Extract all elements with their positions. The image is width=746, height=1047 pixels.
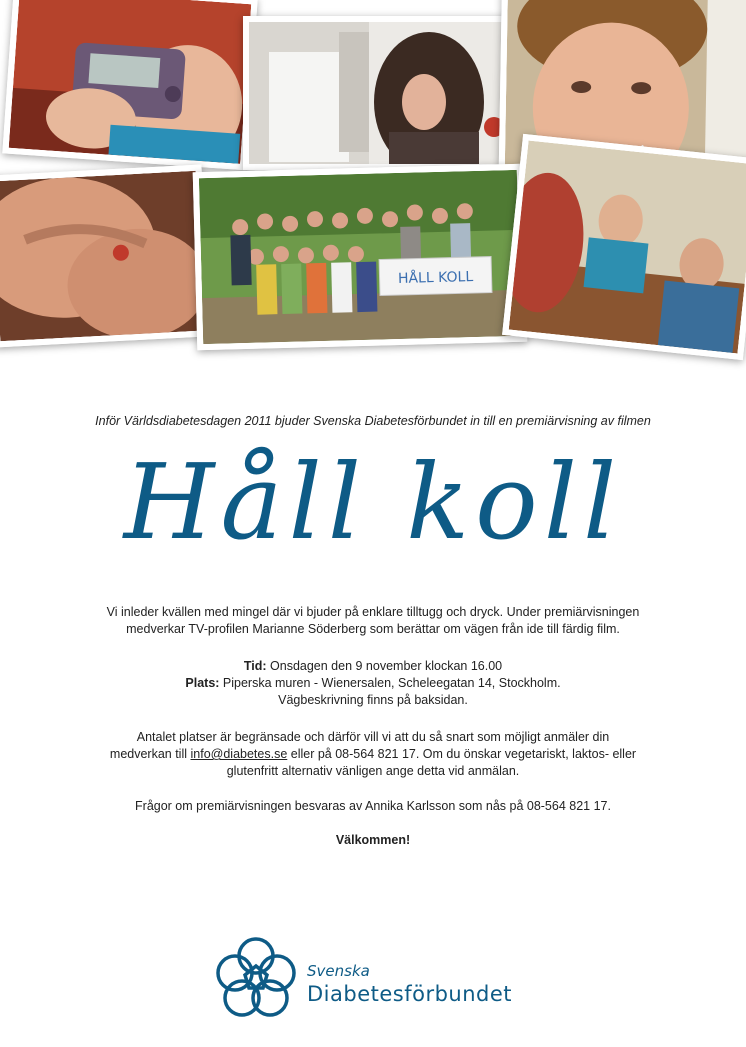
logo-line2: Diabetesförbundet (307, 982, 513, 1006)
logo-emblem-icon (214, 936, 298, 1020)
paragraph-intro-line2: medverkar TV-profilen Marianne Söderberg som berättar om vägen från ide till färdig film. (126, 622, 620, 636)
place-line (60, 675, 686, 692)
photo-hands (0, 164, 210, 347)
photo-woman-glasses (243, 16, 509, 170)
welcome-line (60, 832, 686, 849)
welcome-text: Välkommen! (335, 833, 411, 847)
registration-line2 (60, 746, 686, 763)
registration-line2-post: eller på 08-564 821 17. Om du önskar vegetariskt, laktos- eller (287, 747, 637, 761)
logo-line1: Svenska (307, 962, 370, 980)
invitation-intro: Inför Världsdiabetesdagen 2011 bjuder Svenska Diabetesförbundet in till en premiärvisning av filmen (95, 414, 651, 428)
directions-note: Vägbeskrivning finns på baksidan. (278, 693, 468, 707)
registration-line1: Antalet platser är begränsade och därför vill vi att du så snart som möjligt anmäler din (136, 730, 610, 744)
paragraph-intro-line1: Vi inleder kvällen med mingel där vi bjuder på enklare tilltugg och dryck. Under premiärvisningen (106, 605, 640, 619)
photo-group-banner (193, 164, 528, 351)
email-link[interactable]: info@diabetes.se (190, 747, 288, 761)
place-label: Plats: (185, 676, 220, 690)
time-line (60, 658, 686, 675)
place-value: Piperska muren - Wienersalen, Scheleegatan 14, Stockholm. (219, 676, 561, 690)
photo-insulin-pump (2, 0, 257, 170)
registration-paragraph (60, 729, 686, 780)
event-details (60, 658, 686, 709)
time-value: Onsdagen den 9 november klockan 16.00 (266, 659, 503, 673)
registration-line3: glutenfritt alternativ vänligen ange detta vid anmälan. (226, 764, 520, 778)
banner-text: HÅLL KOLL (397, 269, 474, 288)
registration-line2-pre: medverkan till (109, 747, 191, 761)
time-label: Tid: (243, 659, 267, 673)
paragraph-intro (60, 604, 686, 638)
questions-line: Frågor om premiärvisningen besvaras av Annika Karlsson som nås på 08-564 821 17. (135, 799, 611, 813)
photo-collage (0, 0, 746, 370)
photo-kids-table (502, 134, 746, 360)
film-title: Håll koll (123, 441, 623, 563)
organization-logo (214, 936, 544, 1020)
